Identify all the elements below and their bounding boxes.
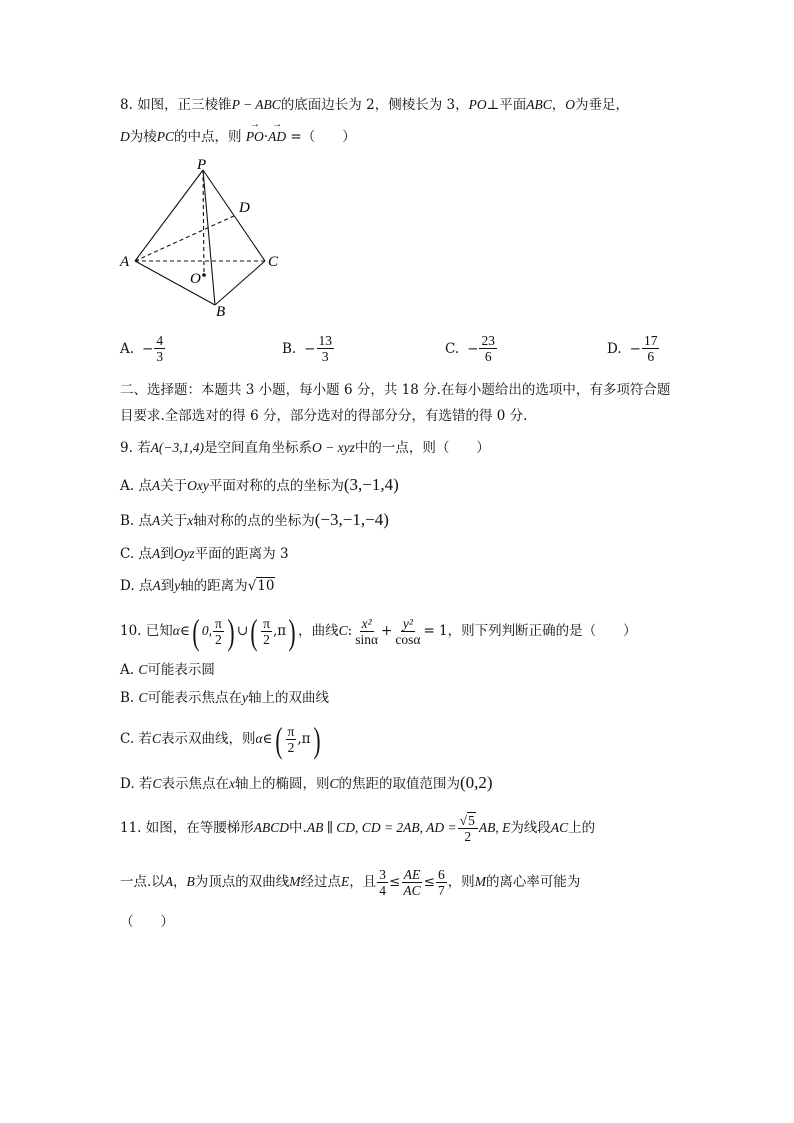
q11-var: A (164, 874, 174, 889)
sqrt-5: √5 (459, 813, 475, 828)
option-sign: − (142, 340, 154, 357)
q10-var: C (152, 776, 162, 791)
q10-var: x (228, 776, 235, 791)
q11-sqrt5-half (458, 813, 478, 844)
q10-number: 10. (120, 623, 142, 639)
q11-text: 的离心率可能为 (485, 874, 581, 890)
denominator: 6 (484, 349, 492, 364)
q10-union: ∪ (236, 623, 249, 639)
numerator: π (287, 724, 295, 739)
q10-text: 的焦距的取值范围为 (338, 776, 460, 792)
q11-var: M (289, 874, 301, 889)
denominator: 2 (464, 829, 472, 844)
q8-text: 如图，正三棱锥 (137, 97, 232, 113)
q9-var: Oyz (173, 546, 195, 561)
q11-frac-3-4 (377, 867, 388, 898)
denominator: 6 (647, 349, 655, 364)
edge-pa (135, 170, 203, 261)
q9-var: Oxy (187, 478, 209, 493)
q10-plus: + (381, 623, 393, 639)
q10-curve: C (338, 623, 348, 638)
q9-text: 轴对称的点的坐标为 (193, 513, 315, 529)
q9-value: (−3,−1,−4) (314, 510, 389, 529)
denominator: 2 (263, 632, 270, 647)
numerator: 3 (379, 867, 387, 882)
numerator: 13 (318, 333, 333, 348)
q11-text: 为线段 (510, 820, 551, 836)
q9-var: A (152, 578, 161, 593)
q11-text: ，则 (447, 874, 475, 890)
q8-vector-po: → PO (246, 127, 264, 147)
q10-in: ∈ (262, 731, 273, 747)
numerator: π (215, 616, 222, 631)
numerator: π (263, 616, 270, 631)
q10-text: 表示双曲线，则 (160, 731, 256, 747)
q8-dot: · (263, 129, 269, 145)
q8-text: 的中点，则 (174, 129, 242, 145)
q10-frac-y (393, 616, 422, 647)
q10-var: C (329, 776, 339, 791)
q11-text: 中. (289, 820, 307, 836)
q9-text: C. 点 (120, 546, 152, 562)
q11-var: M (474, 874, 486, 889)
option-fraction (154, 333, 165, 364)
q10-option-a[interactable] (120, 660, 215, 680)
q10-text: 已知 (145, 623, 173, 639)
q11-var: B (186, 874, 195, 889)
q10-text: D. 若 (120, 776, 153, 792)
q10-interval2-right: ,π (272, 623, 287, 639)
q9-var: A (151, 546, 161, 561)
q11-var: E (341, 874, 350, 889)
q8-option-b[interactable] (282, 333, 335, 364)
q11-condition: AB ∥ CD, CD = 2AB, AD = (306, 820, 457, 835)
q10-text: A. (120, 662, 139, 678)
denominator: cosα (395, 632, 421, 647)
q9-system: O − xyz (312, 440, 355, 455)
point-o-dot (202, 273, 206, 277)
q8-edge-pc: PC (156, 129, 175, 144)
q8-number: 8. (120, 97, 133, 113)
q11-var: AC (550, 820, 569, 835)
q9-text: 轴的距离为 (180, 578, 248, 594)
section2-line2: 目要求.全部选对的得 6 分，部分选对的得部分分，有选错的得 0 分. (120, 408, 528, 424)
sqrt-10: √10 (247, 578, 275, 594)
q11-text: 一点.以 (120, 874, 165, 890)
q9-stem (120, 438, 490, 458)
q9-point: A(−3,1,4) (150, 440, 205, 455)
q9-text: B. 点 (120, 513, 153, 529)
q10-var: y (242, 690, 249, 705)
pyramid-figure (118, 155, 298, 325)
q10-pi-half-2 (261, 616, 272, 647)
q8-line1 (120, 95, 629, 115)
denominator: 7 (437, 883, 445, 898)
q8-point-d: D (120, 129, 130, 144)
q9-text: 关于 (160, 478, 188, 494)
denominator: 2 (215, 632, 222, 647)
q11-le: ≤ (389, 874, 401, 890)
segment-ad-hidden (135, 215, 236, 261)
q8-pyramid: P − ABC (231, 97, 281, 112)
option-sign: − (629, 340, 641, 357)
q11-line3: （ ） (120, 914, 174, 930)
q10-alpha: α (172, 623, 180, 638)
q8-option-a[interactable] (120, 333, 166, 364)
option-fraction (317, 333, 335, 364)
q10-text: 表示焦点在 (161, 776, 229, 792)
q11-line1 (120, 806, 595, 850)
q8-po: PO (468, 97, 487, 112)
q10-option-d[interactable] (120, 773, 493, 794)
q10-text: 可能表示焦点在 (147, 690, 243, 706)
edge-ab (135, 261, 215, 305)
q11-text: 为顶点的双曲线 (194, 874, 290, 890)
numerator: y² (402, 616, 413, 631)
numerator: AE (403, 867, 421, 882)
edge-pb (203, 170, 215, 305)
q11-frac-6-7 (436, 867, 447, 898)
q10-text: B. (120, 690, 139, 706)
q9-option-d[interactable] (120, 576, 275, 596)
numerator: 4 (156, 333, 164, 348)
option-label: A. (120, 340, 135, 357)
numerator: 23 (481, 333, 495, 348)
denominator: 4 (379, 883, 387, 898)
q10-var: C (138, 690, 148, 705)
q8-point-o: O (565, 97, 576, 112)
label-b: B (216, 304, 226, 320)
label-a: A (120, 254, 130, 270)
q11-var: AB, E (478, 820, 511, 835)
q11-text: 经过点 (300, 874, 342, 890)
q10-stem: 10. 已知α∈( 0, $\frac{\pi}{2}$ ) ∪( $\frac{\pi}{2}$ ,π) ，曲线C: $\frac{\text{x²}}{\sin\alpha}$ + $\frac{\text{y²}}{\cos\alpha}$ = 1，则下列判断正确的是（ ） (120, 611, 637, 652)
q10-var: C (138, 662, 148, 677)
q9-var: x (187, 513, 194, 528)
q10-value: (0,2) (459, 773, 493, 792)
q10-text: 可能表示圆 (147, 662, 215, 678)
q9-var: A (151, 478, 161, 493)
q11-number: 11. (120, 820, 142, 836)
q10-eq: = 1 (423, 623, 448, 639)
option-sign: − (467, 340, 479, 357)
q10-in: ∈ (179, 623, 190, 639)
q9-text: 若 (137, 440, 151, 456)
q8-text: 为垂足， (575, 97, 630, 113)
q8-option-c[interactable] (445, 333, 498, 364)
q10-interval1-left: 0, (201, 623, 212, 638)
q9-text: D. 点 (120, 578, 153, 594)
q8-text: 为棱 (129, 129, 157, 145)
q10-var: C (151, 731, 161, 746)
q9-option-c[interactable] (120, 544, 289, 564)
q10-alpha: α (255, 731, 263, 746)
q11-frac-ae-ac (401, 867, 422, 898)
q10-text: 轴上的双曲线 (248, 690, 330, 706)
q11-text: 如图，在等腰梯形 (145, 820, 254, 836)
q10-text: ，曲线 (298, 623, 339, 639)
q11-le: ≤ (423, 874, 435, 890)
option-sign: − (304, 340, 316, 357)
q9-option-b[interactable] (120, 510, 389, 531)
option-label: B. (282, 340, 297, 357)
q9-number: 9. (120, 440, 133, 456)
option-label: C. (445, 340, 460, 357)
denominator: 3 (156, 349, 164, 364)
q9-text: 中的一点，则（ ） (354, 440, 490, 456)
q8-option-d[interactable] (607, 333, 660, 364)
q9-text: A. 点 (120, 478, 152, 494)
q10-pi-half (213, 616, 224, 647)
q10-interval-right: ,π (297, 731, 311, 747)
q11-text: ， (173, 874, 187, 890)
q9-var: A (152, 513, 161, 528)
q9-text: 是空间直角坐标系 (204, 440, 313, 456)
q10-text: C. 若 (120, 731, 152, 747)
q10-pi-half-3 (286, 724, 297, 755)
label-d: D (239, 200, 250, 216)
radicand: 10 (257, 578, 275, 594)
q10-option-b[interactable] (120, 688, 329, 708)
q8-text: =（ ） (290, 129, 356, 145)
q10-option-c[interactable]: C. 若C表示双曲线，则α∈( $\frac{\pi}{2}$ ,π) (120, 719, 321, 760)
q8-text: 的底面边长为 2，侧棱长为 3， (280, 97, 469, 113)
option-fraction (642, 333, 660, 364)
numerator: x² (361, 616, 372, 631)
radicand: 5 (468, 813, 475, 828)
q8-text: ， (551, 97, 566, 113)
label-c: C (268, 254, 279, 270)
numerator: 17 (643, 333, 658, 348)
q11-text: 上的 (568, 820, 596, 836)
q9-var: y (174, 578, 181, 593)
q9-option-a[interactable] (120, 475, 399, 496)
label-p: P (197, 157, 207, 173)
q8-line2 (120, 127, 356, 147)
q9-value: (3,−1,4) (343, 475, 399, 494)
denominator: sinα (355, 632, 379, 647)
denominator: AC (403, 883, 421, 898)
q10-frac-x (353, 616, 380, 647)
section2-line1: 二、选择题：本题共 3 小题，每小题 6 分，共 18 分.在每小题给出的选项中，有多项符合题 (120, 382, 671, 398)
option-fraction (479, 333, 497, 364)
q9-text: 关于 (160, 513, 188, 529)
q9-text: 平面的距离为 3 (194, 546, 289, 562)
q9-text: 平面对称的点的坐标为 (208, 478, 344, 494)
option-label: D. (607, 340, 622, 357)
numerator: 6 (437, 867, 445, 882)
q9-text: 到 (160, 546, 174, 562)
denominator: 2 (287, 740, 295, 755)
q10-text: 轴上的椭圆，则 (234, 776, 330, 792)
denominator: 3 (321, 349, 329, 364)
q9-text: 到 (160, 578, 175, 594)
q11-text: ，且 (349, 874, 377, 890)
q8-vector-ad: → AD (268, 127, 286, 147)
label-o: O (190, 271, 201, 287)
q10-text: ，则下列判断正确的是（ ） (447, 623, 637, 639)
q8-text: ⊥平面 (486, 97, 527, 113)
edge-bc (215, 261, 265, 305)
q10-colon: : (347, 623, 353, 639)
q11-line2 (120, 860, 580, 904)
q11-var: ABCD (253, 820, 290, 835)
q8-plane-abc: ABC (526, 97, 552, 112)
